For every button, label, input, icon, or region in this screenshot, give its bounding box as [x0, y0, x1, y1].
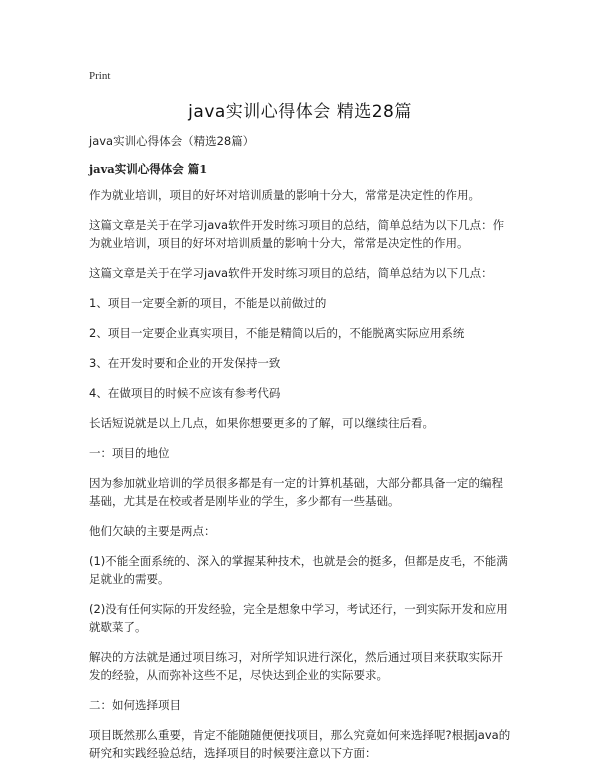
paragraph: (1)不能全面系统的、深入的掌握某种技术，也就是会的挺多，但都是皮毛，不能满足就业的需要。 — [89, 554, 508, 586]
subsection-heading: 二：如何选择项目 — [89, 698, 181, 712]
list-item: 2、项目一定要企业真实项目，不能是精简以后的，不能脱离实际应用系统 — [89, 326, 465, 340]
document-body — [89, 132, 514, 774]
paragraph: (2)没有任何实际的开发经验，完全是想象中学习，考试还行，一到实际开发和应用就歇菜了。 — [89, 602, 508, 634]
list-item: 1、项目一定要全新的项目，不能是以前做过的 — [89, 296, 327, 310]
section-heading: java实训心得体会 篇1 — [89, 162, 208, 176]
paragraph: 解决的方法就是通过项目练习，对所学知识进行深化，然后通过项目来获取实际开发的经验，从而弥补这些不足，尽快达到企业的实际要求。 — [89, 650, 503, 682]
paragraph: 因为参加就业培训的学员很多都是有一定的计算机基础，大部分都具备一定的编程基础，尤其是在校或者是刚毕业的学生，多少都有一些基础。 — [89, 476, 503, 508]
print-link[interactable]: Print — [89, 70, 111, 82]
page-title: java实训心得体会 精选28篇 — [188, 102, 412, 122]
paragraph: 这篇文章是关于在学习java软件开发时练习项目的总结，简单总结为以下几点：作为就业培训，项目的好坏对培训质量的影响十分大，常常是决定性的作用。 — [89, 218, 505, 250]
paragraph: 长话短说就是以上几点，如果你想要更多的了解，可以继续往后看。 — [89, 416, 434, 430]
list-item: 4、在做项目的时候不应该有参考代码 — [89, 386, 281, 400]
document-subtitle: java实训心得体会（精选28篇） — [89, 134, 255, 148]
paragraph: 项目既然那么重要，肯定不能随随便便找项目，那么究竟如何来选择呢?根据java的研究和实践经验总结，选择项目的时候要注意以下方面： — [89, 728, 511, 760]
subsection-heading: 一：项目的地位 — [89, 446, 170, 460]
paragraph: 他们欠缺的主要是两点： — [89, 524, 216, 538]
paragraph: 作为就业培训，项目的好坏对培训质量的影响十分大，常常是决定性的作用。 — [89, 188, 480, 202]
list-item: 3、在开发时要和企业的开发保持一致 — [89, 356, 281, 370]
paragraph: 这篇文章是关于在学习java软件开发时练习项目的总结，简单总结为以下几点： — [89, 266, 493, 280]
